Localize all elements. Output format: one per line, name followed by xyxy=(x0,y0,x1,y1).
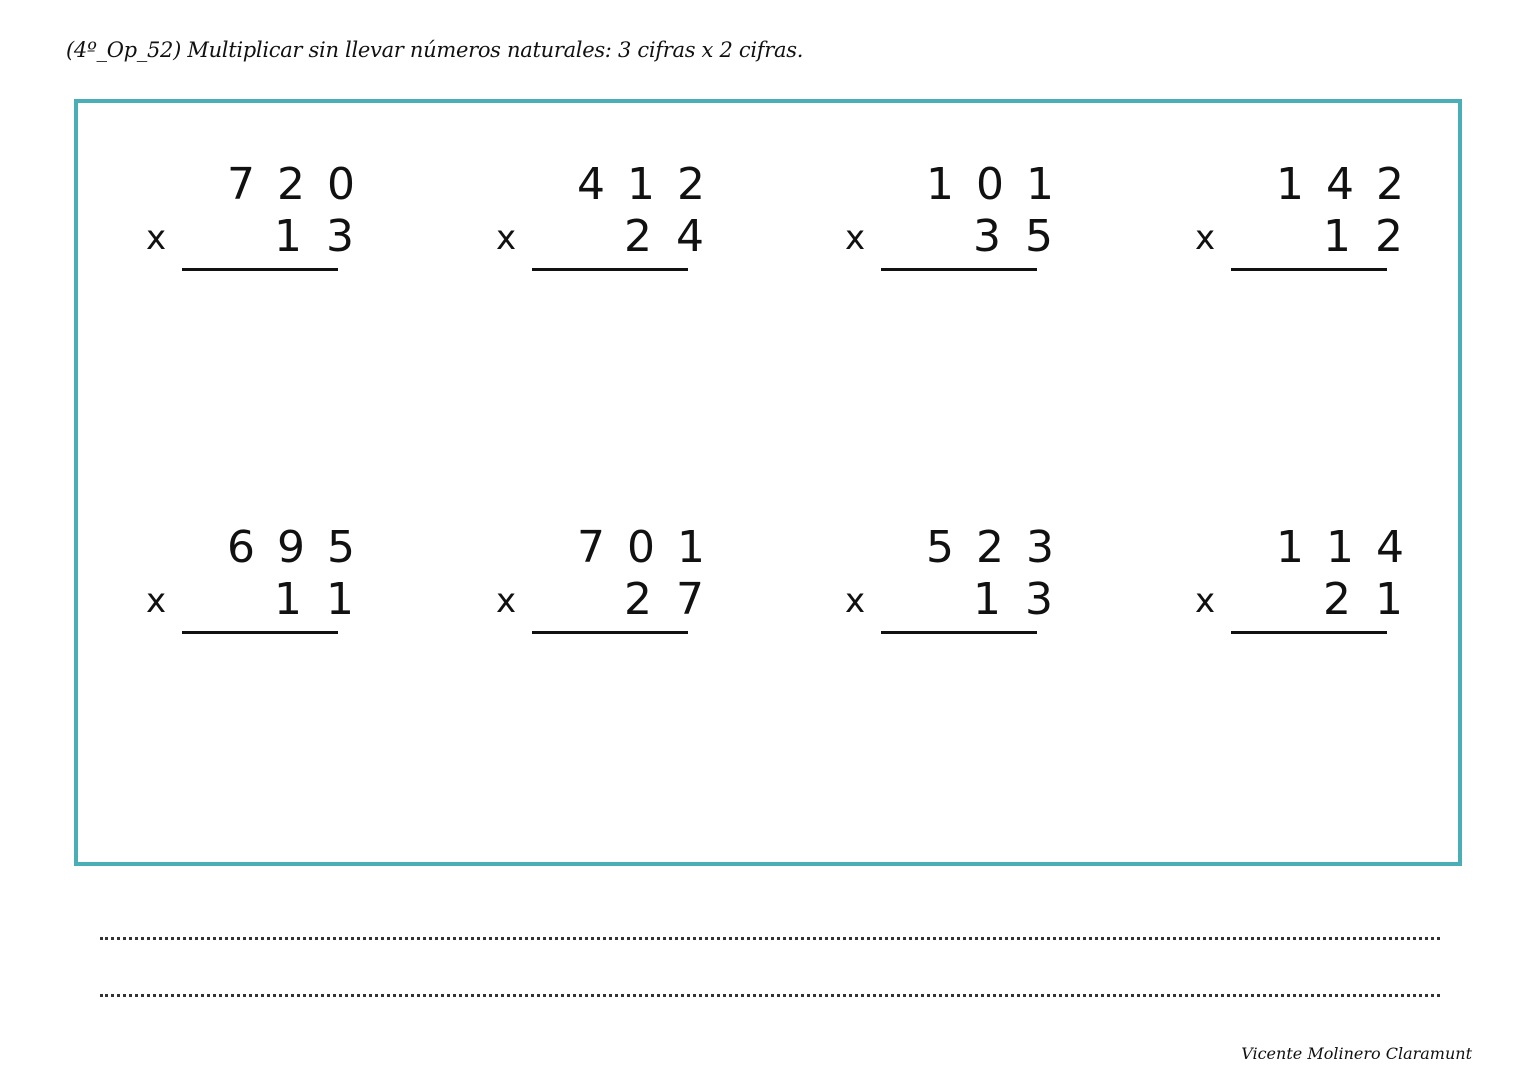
digit: 2 xyxy=(1375,211,1403,262)
digit: 1 xyxy=(627,159,655,210)
answer-line-1[interactable] xyxy=(100,937,1440,940)
digit: 6 xyxy=(227,522,255,573)
multiplicand xyxy=(216,160,366,210)
digit: 4 xyxy=(577,159,605,210)
multiplier xyxy=(216,575,366,625)
multiplicand xyxy=(216,523,366,573)
digit: 3 xyxy=(326,211,354,262)
multiplier xyxy=(915,212,1065,262)
digit: 1 xyxy=(1323,211,1351,262)
digit: 3 xyxy=(1026,522,1054,573)
problem-1 xyxy=(146,160,366,280)
result-rule xyxy=(881,268,1037,271)
digit: 2 xyxy=(624,211,652,262)
digit: 1 xyxy=(1326,522,1354,573)
digit: 1 xyxy=(274,574,302,625)
author-signature: Vicente Molinero Claramunt xyxy=(1241,1044,1472,1063)
digit: 2 xyxy=(624,574,652,625)
digit: 4 xyxy=(1326,159,1354,210)
problem-2 xyxy=(496,160,716,280)
result-rule xyxy=(881,631,1037,634)
result-rule xyxy=(182,631,338,634)
digit: 2 xyxy=(277,159,305,210)
digit: 0 xyxy=(627,522,655,573)
digit: 9 xyxy=(277,522,305,573)
problem-6 xyxy=(496,523,716,643)
digit: 5 xyxy=(327,522,355,573)
multiplicand xyxy=(1265,160,1415,210)
multiplier xyxy=(915,575,1065,625)
problem-4 xyxy=(1195,160,1415,280)
digit: 7 xyxy=(577,522,605,573)
problem-5 xyxy=(146,523,366,643)
multiply-sign: x xyxy=(845,581,866,621)
digit: 2 xyxy=(677,159,705,210)
worksheet-title: (4º_Op_52) Multiplicar sin llevar números naturales: 3 cifras x 2 cifras. xyxy=(66,38,804,62)
multiply-sign: x xyxy=(1195,218,1216,258)
digit: 5 xyxy=(926,522,954,573)
result-rule xyxy=(182,268,338,271)
multiplier xyxy=(216,212,366,262)
result-rule xyxy=(1231,268,1387,271)
digit: 1 xyxy=(1276,159,1304,210)
digit: 1 xyxy=(1026,159,1054,210)
multiplicand xyxy=(1265,523,1415,573)
digit: 0 xyxy=(327,159,355,210)
digit: 2 xyxy=(1376,159,1404,210)
multiply-sign: x xyxy=(496,581,517,621)
digit: 5 xyxy=(1025,211,1053,262)
multiplier xyxy=(566,575,716,625)
digit: 0 xyxy=(976,159,1004,210)
result-rule xyxy=(1231,631,1387,634)
digit: 7 xyxy=(227,159,255,210)
problem-3 xyxy=(845,160,1065,280)
digit: 3 xyxy=(1025,574,1053,625)
digit: 4 xyxy=(1376,522,1404,573)
digit: 1 xyxy=(677,522,705,573)
multiplier xyxy=(1265,212,1415,262)
digit: 1 xyxy=(1276,522,1304,573)
digit: 3 xyxy=(973,211,1001,262)
digit: 7 xyxy=(676,574,704,625)
digit: 4 xyxy=(676,211,704,262)
multiplier xyxy=(566,212,716,262)
problem-8 xyxy=(1195,523,1415,643)
digit: 2 xyxy=(1323,574,1351,625)
result-rule xyxy=(532,631,688,634)
multiplier xyxy=(1265,575,1415,625)
digit: 1 xyxy=(926,159,954,210)
multiplicand xyxy=(915,523,1065,573)
multiply-sign: x xyxy=(146,581,167,621)
multiply-sign: x xyxy=(496,218,517,258)
answer-line-2[interactable] xyxy=(100,994,1440,997)
multiply-sign: x xyxy=(845,218,866,258)
problem-7 xyxy=(845,523,1065,643)
multiply-sign: x xyxy=(1195,581,1216,621)
digit: 1 xyxy=(1375,574,1403,625)
multiply-sign: x xyxy=(146,218,167,258)
digit: 1 xyxy=(274,211,302,262)
multiplicand xyxy=(915,160,1065,210)
multiplicand xyxy=(566,523,716,573)
digit: 1 xyxy=(973,574,1001,625)
digit: 2 xyxy=(976,522,1004,573)
multiplicand xyxy=(566,160,716,210)
result-rule xyxy=(532,268,688,271)
digit: 1 xyxy=(326,574,354,625)
